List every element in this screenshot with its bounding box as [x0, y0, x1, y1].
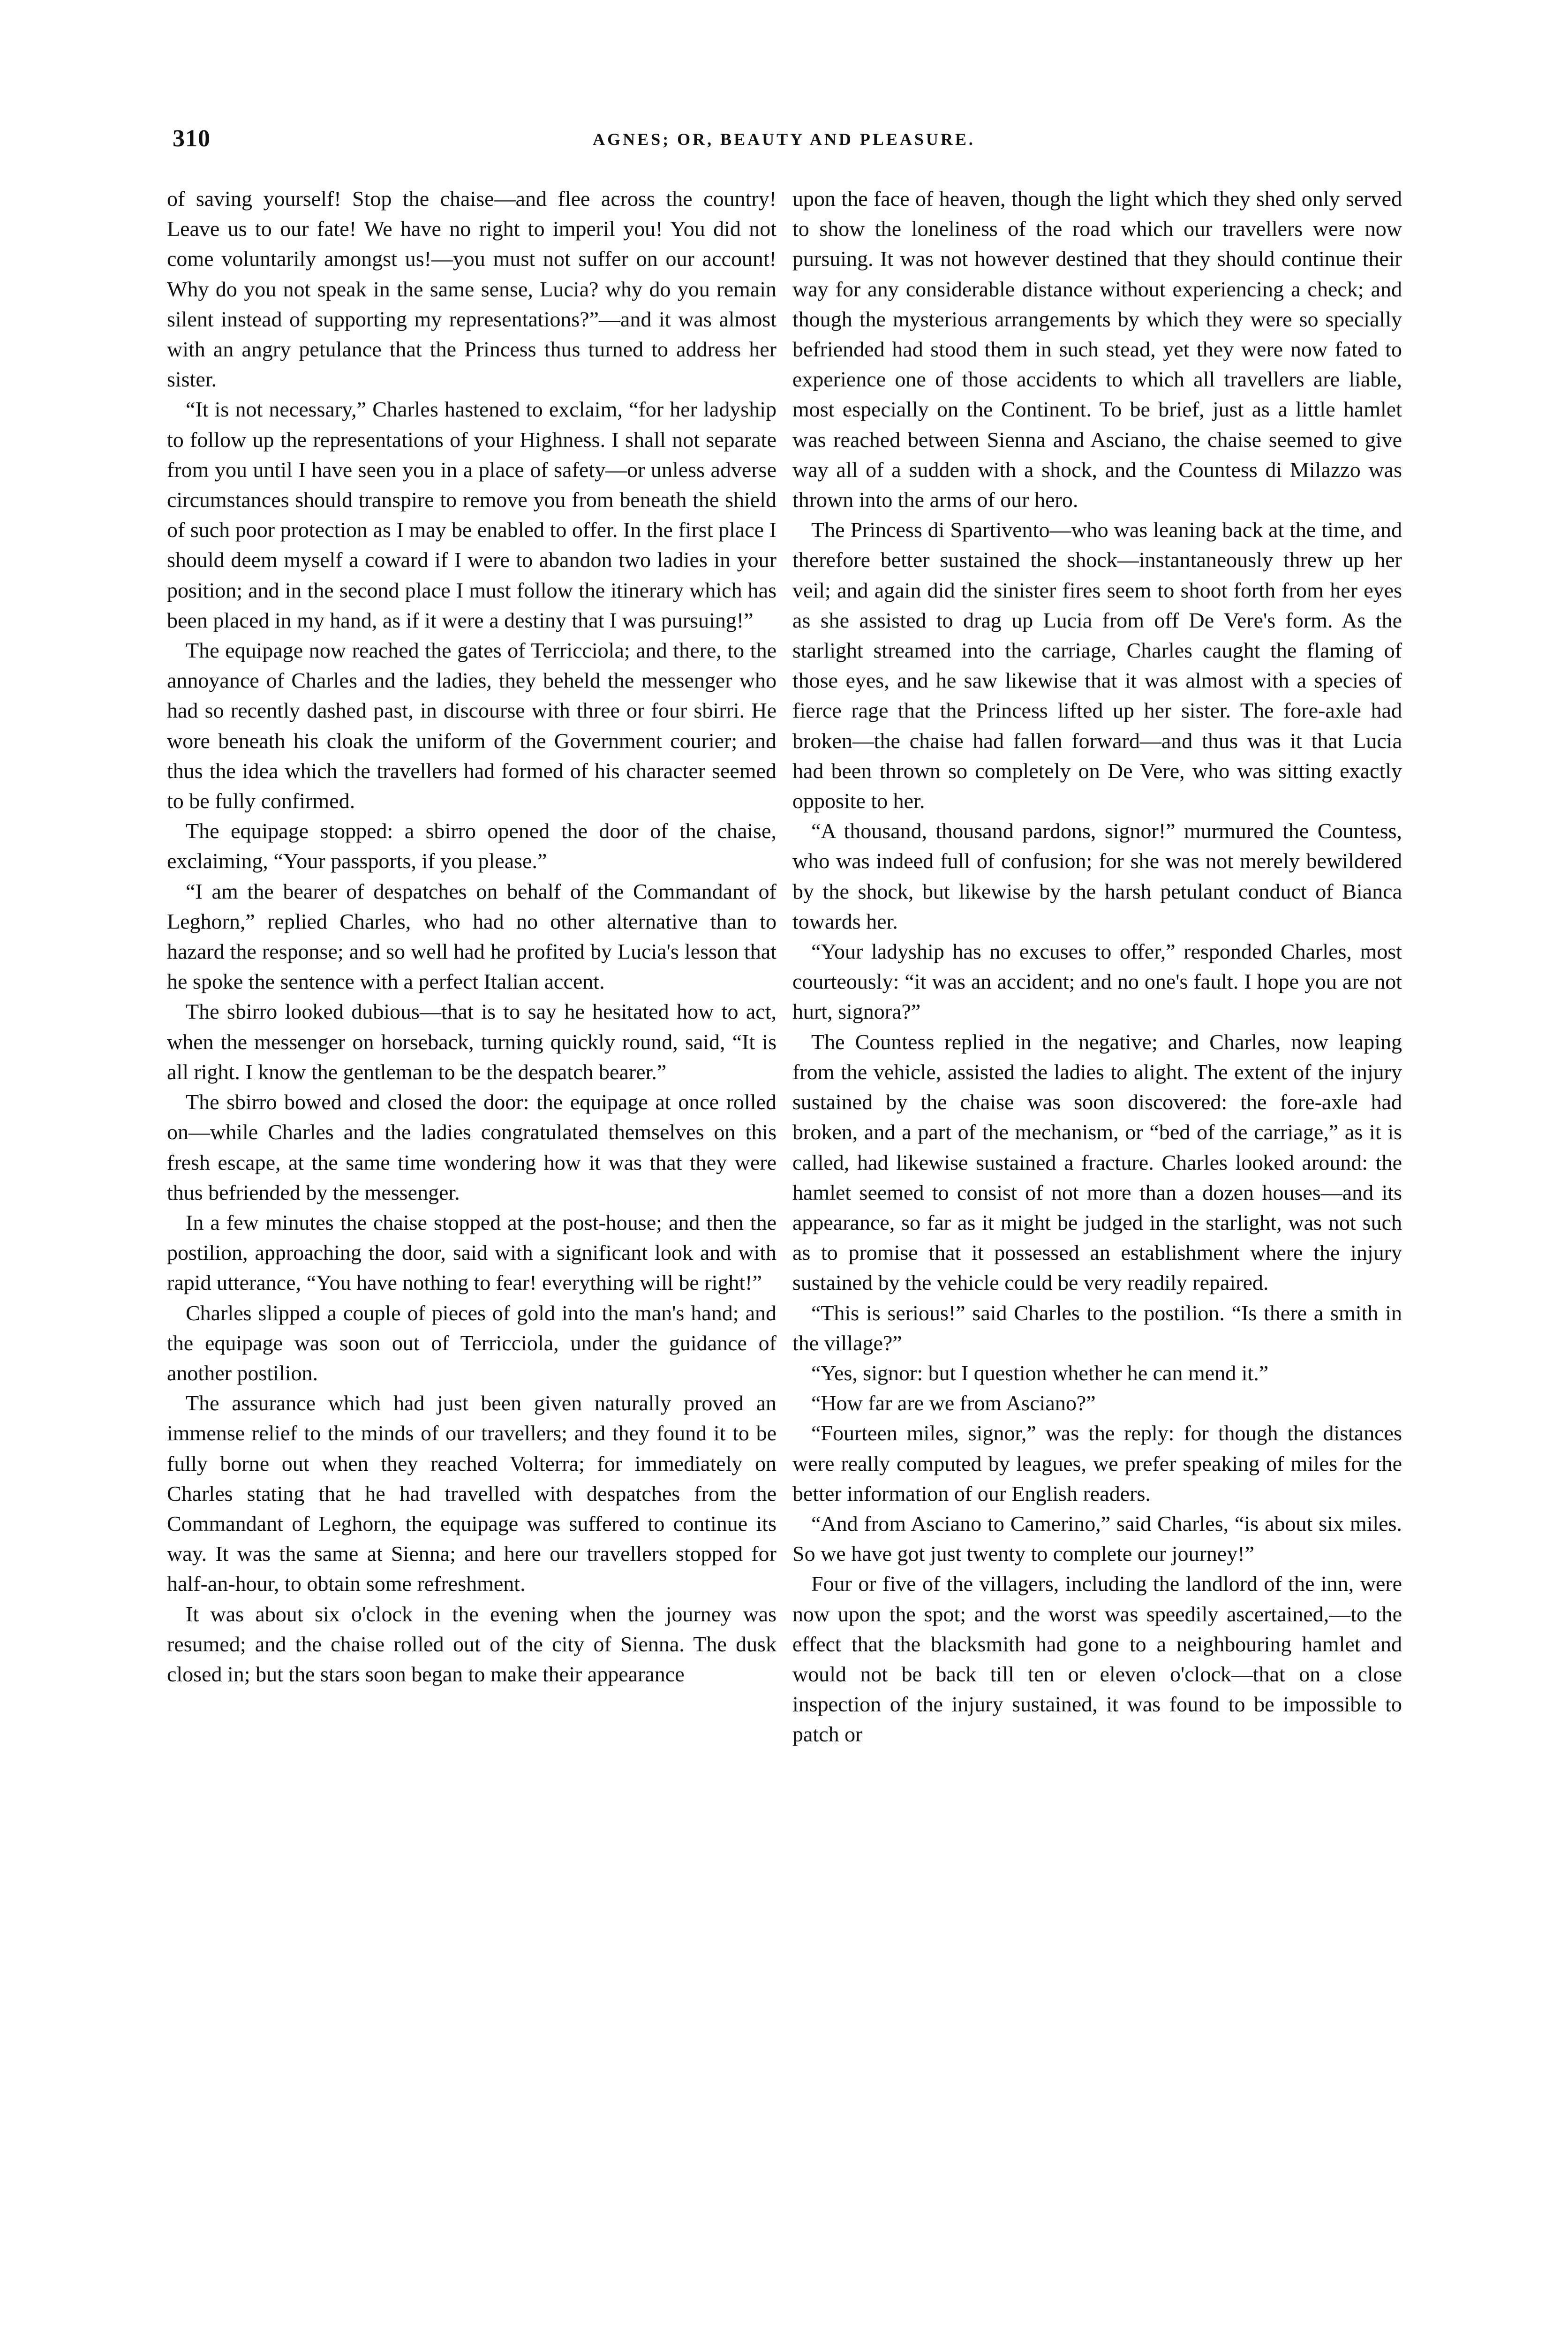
paragraph: “Your ladyship has no excuses to offer,” responded Charles, most courteously: “it was an accident; and no one's fault. I hope you are not hurt, signora?”	[792, 939, 1402, 1024]
paragraph: “And from Asciano to Camerino,” said Charles, “is about six miles. So we have got just twenty to complete our journey!”	[792, 1511, 1402, 1566]
paragraph: “This is serious!” said Charles to the postilion. “Is there a smith in the village?”	[792, 1301, 1402, 1355]
paragraph: “I am the bearer of despatches on behalf of the Commandant of Leghorn,” replied Charles, who had no other alternative than to hazard the response; and so well had he profited by Lucia's lesson that he spoke the sentence with a perfect Italian accent.	[167, 879, 776, 994]
paragraph: The assurance which had just been given naturally proved an immense relief to the minds of our travellers; and they found it to be fully borne out when they reached Volterra; for immediately on Charles stating that he had travelled with despatches from the Commandant of Leghorn, the equipage was suffered to continue its way. It was the same at Sienna; and here our travellers stopped for half-an-hour, to obtain some refreshment.	[167, 1391, 776, 1596]
page-number: 310	[173, 125, 211, 152]
paragraph: of saving yourself! Stop the chaise—and flee across the country! Leave us to our fate! We have no right to imperil you! You did not come voluntarily amongst us!—you must not suffer on our account! Why do you not speak in the same sense, Lucia? why do you remain silent instead of supporting my representations?”—and it was almost with an angry petulance that the Princess thus turned to address her sister.	[167, 187, 776, 392]
paragraph: The equipage stopped: a sbirro opened the door of the chaise, exclaiming, “Your passports, if you please.”	[167, 819, 776, 873]
paragraph: “How far are we from Asciano?”	[811, 1391, 1096, 1415]
paragraph: The Princess di Spartivento—who was leaning back at the time, and therefore better sustained the shock—instantaneously threw up her veil; and again did the sinister fires seem to shoot forth from her eyes as she assisted to drag up Lucia from off De Vere's form. As the starlight streamed into the carriage, Charles caught the flaming of those eyes, and he saw likewise that it was almost with a species of fierce rage that the Princess lifted up her sister. The fore-axle had broken—the chaise had fallen forward—and thus was it that Lucia had been thrown so completely on De Vere, who was sitting exactly opposite to her.	[792, 518, 1402, 813]
running-title: AGNES; OR, BEAUTY AND PLEASURE.	[593, 130, 975, 149]
paragraph: Charles slipped a couple of pieces of gold into the man's hand; and the equipage was soon out of Terricciola, under the guidance of another postilion.	[167, 1301, 776, 1385]
paragraph: The sbirro looked dubious—that is to say he hesitated how to act, when the messenger on horseback, turning quickly round, said, “It is all right. I know the gentleman to be the despatch bearer.”	[167, 999, 776, 1084]
paragraph: “A thousand, thousand pardons, signor!” murmured the Countess, who was indeed full of confusion; for she was not merely bewildered by the shock, but likewise by the harsh petulant conduct of Bianca towards her.	[792, 819, 1402, 933]
paragraph: “Yes, signor: but I question whether he can mend it.”	[811, 1361, 1269, 1385]
paragraph: The equipage now reached the gates of Terricciola; and there, to the annoyance of Charles and the ladies, they beheld the messenger who had so recently dashed past, in discourse with three or four sbirri. He wore beneath his cloak the uniform of the Government courier; and thus the idea which the travellers had formed of his character seemed to be fully confirmed.	[167, 638, 776, 813]
paragraph: The Countess replied in the negative; and Charles, now leaping from the vehicle, assisted the ladies to alight. The extent of the injury sustained by the chaise was soon discovered: the fore-axle had broken, and a part of the mechanism, or “bed of the carriage,” as it is called, had likewise sustained a fracture. Charles looked around: the hamlet seemed to consist of not more than a dozen houses—and its appearance, so far as it might be judged in the starlight, was not such as to promise that it possessed an establishment where the injury sustained by the vehicle could be very readily repaired.	[792, 1029, 1402, 1295]
paragraph: “Fourteen miles, signor,” was the reply: for though the distances were really computed by leagues, we prefer speaking of miles for the better information of our English readers.	[792, 1421, 1402, 1505]
paragraph: “It is not necessary,” Charles hastened to exclaim, “for her ladyship to follow up the representations of your Highness. I shall not separate from you until I have seen you in a place of safety—or unless adverse circumstances should transpire to remove you from beneath the shield of such poor protection as I may be enabled to offer. In the first place I should deem myself a coward if I were to abandon two ladies in your position; and in the second place I must follow the itinerary which has been placed in my hand, as if it were a destiny that I was pursuing!”	[167, 397, 776, 632]
text-column-right	[792, 184, 1402, 1750]
paragraph: The sbirro bowed and closed the door: the equipage at once rolled on—while Charles and the ladies congratulated themselves on this fresh escape, at the same time wondering how it was that they were thus befriended by the messenger.	[167, 1090, 776, 1204]
paragraph: Four or five of the villagers, including the landlord of the inn, were now upon the spot; and the worst was speedily ascertained,—to the effect that the blacksmith had gone to a neighbouring hamlet and would not be back till ten or eleven o'clock—that on a close inspection of the injury sustained, it was found to be impossible to patch or	[792, 1572, 1402, 1747]
text-column-left	[167, 184, 776, 1689]
paragraph: In a few minutes the chaise stopped at the post-house; and then the postilion, approaching the door, said with a significant look and with rapid utterance, “You have nothing to fear! everything will be right!”	[167, 1210, 776, 1295]
paragraph: It was about six o'clock in the evening when the journey was resumed; and the chaise rolled out of the city of Sienna. The dusk closed in; but the stars soon began to make their appearance	[167, 1602, 776, 1686]
paragraph: upon the face of heaven, though the light which they shed only served to show the loneliness of the road which our travellers were now pursuing. It was not however destined that they should continue their way for any considerable distance without experiencing a check; and though the mysterious arrangements by which they were so specially befriended had stood them in such stead, yet they were now fated to experience one of those accidents to which all travellers are liable, most especially on the Continent. To be brief, just as a little hamlet was reached between Sienna and Asciano, the chaise seemed to give way all of a sudden with a shock, and the Countess di Milazzo was thrown into the arms of our hero.	[792, 187, 1402, 512]
